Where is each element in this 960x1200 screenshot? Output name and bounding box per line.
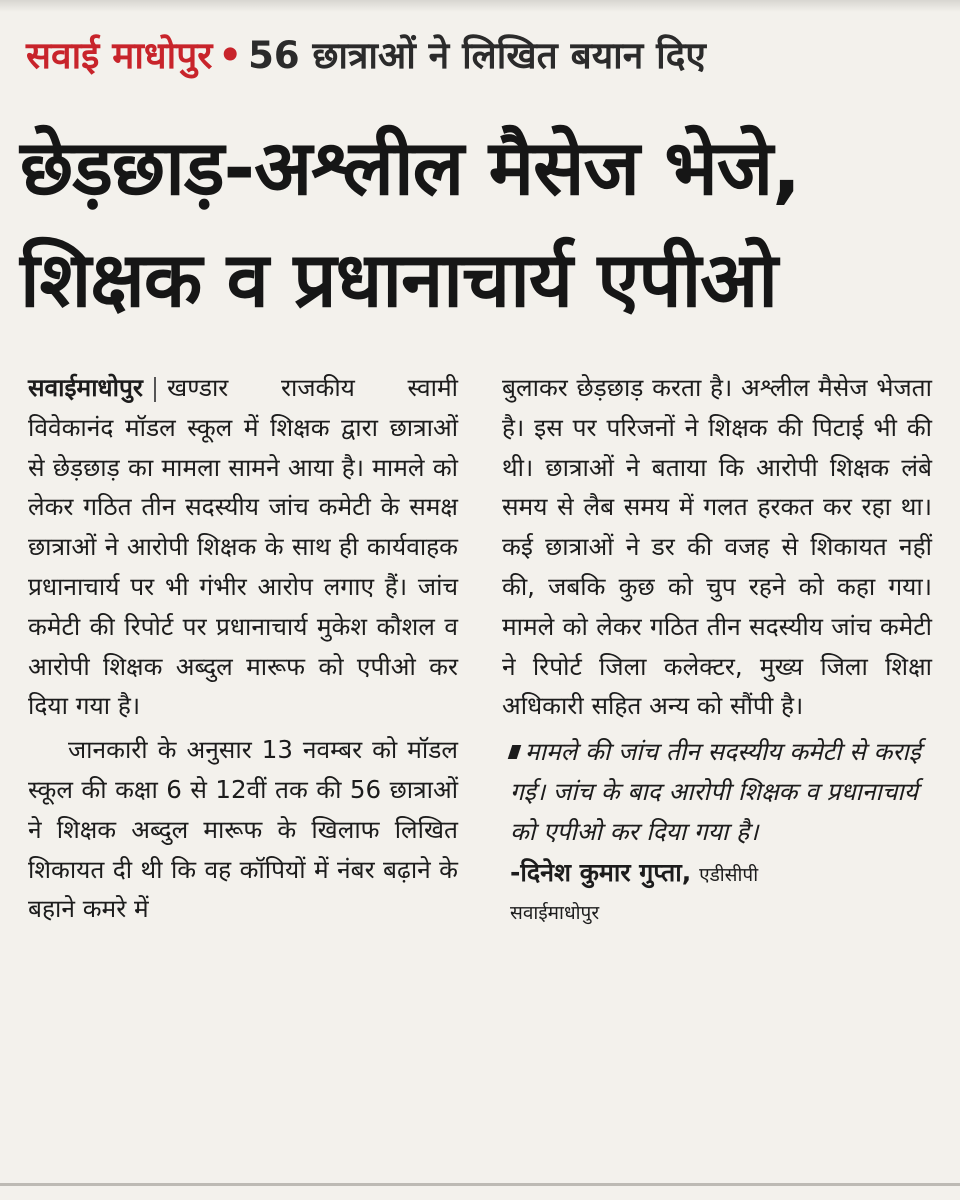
kicker-bullet: •: [218, 34, 243, 77]
clipping-top-edge: [0, 0, 960, 12]
quote-city: सवाईमाधोपुर: [510, 902, 600, 925]
article-paragraph-1: [28, 368, 458, 726]
article-body: [28, 368, 932, 1168]
dateline-separator: |: [150, 373, 160, 402]
paragraph-1-text: खण्डार राजकीय स्वामी विवेकानंद मॉडल स्कूल में शिक्षक द्वारा छात्राओं से छेड़छाड़ का मामला सामने आया है। मामले को लेकर गठित तीन सदस्यीय जांच कमेटी के समक्ष छात्राओं ने आरोपी शिक्षक के साथ ही कार्यवाहक प्रधानाचार्य पर भी गंभीर आरोप लगाए हैं। जांच कमेटी की रिपोर्ट पर प्रधानाचार्य मुकेश कौशल व आरोपी शिक्षक अब्दुल मारूफ को एपीओ कर दिया गया है।: [28, 373, 458, 721]
kicker-line: [26, 30, 936, 82]
article-paragraph-2: जानकारी के अनुसार 13 नवम्बर को मॉडल स्कूल की कक्षा 6 से 12वीं तक की 56 छात्राओं ने शिक्षक अब्दुल मारूफ के खिलाफ लिखित शिकायत दी थी कि वह कॉपियों में नंबर बढ़ाने के बहाने कमरे में: [28, 735, 458, 924]
kicker-place: सवाई माधोपुर: [26, 34, 213, 77]
headline-line-1: छेड़छाड़-अश्लील मैसेज भेजे,: [20, 123, 801, 212]
pull-quote: [502, 732, 932, 852]
headline-line-2: शिक्षक व प्रधानाचार्य एपीओ: [20, 235, 778, 324]
article-column-left: [28, 368, 458, 1168]
dateline: सवाईमाधोपुर: [28, 373, 143, 402]
quote-text: मामले की जांच तीन सदस्यीय कमेटी से कराई गई। जांच के बाद आरोपी शिक्षक व प्रधानाचार्य को एपीओ कर दिया गया है।: [510, 737, 921, 847]
article-paragraph-3: बुलाकर छेड़छाड़ करता है। अश्लील मैसेज भेजता है। इस पर परिजनों ने शिक्षक की पिटाई भी की थी। छात्राओं ने बताया कि आरोपी शिक्षक लंबे समय से लैब समय में गलत हरकत कर रहा था। कई छात्राओं ने डर की वजह से शिकायत नहीं की, जबकि कुछ को चुप रहने को कहा गया। मामले को लेकर गठित तीन सदस्यीय जांच कमेटी ने रिपोर्ट जिला कलेक्टर, मुख्य जिला शिक्षा अधिकारी सहित अन्य को सौंपी है।: [502, 373, 932, 721]
quote-attribution: [502, 854, 932, 932]
headline: [20, 112, 940, 336]
quote-name: -दिनेश कुमार गुप्ता,: [510, 858, 692, 888]
kicker-subhead: 56 छात्राओं ने लिखित बयान दिए: [248, 34, 706, 77]
quote-marker-icon: [508, 745, 522, 759]
bottom-rule: [0, 1183, 960, 1186]
quote-role: एडीसीपी: [699, 864, 759, 887]
article-column-right: [502, 368, 932, 1168]
